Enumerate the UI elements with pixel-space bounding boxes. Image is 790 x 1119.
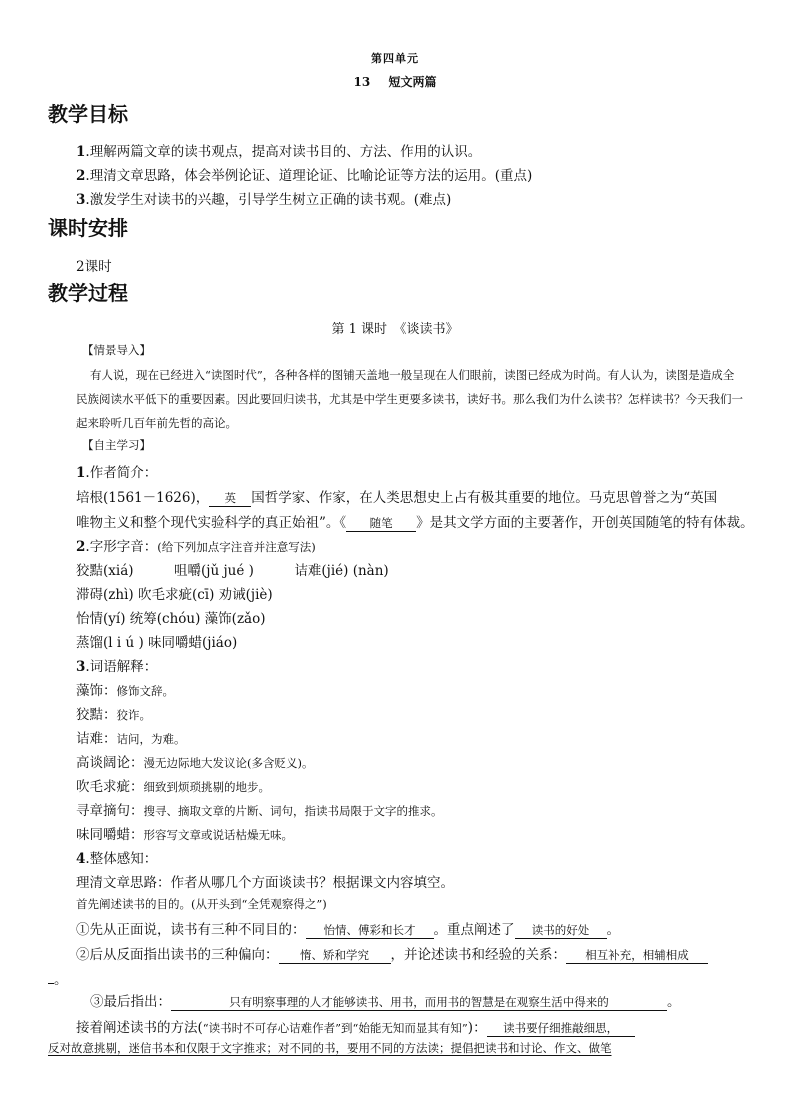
answer-blank: 随笔 xyxy=(346,516,416,532)
author-heading: 1.作者简介： xyxy=(76,465,158,481)
goals-heading: 教学目标 xyxy=(48,102,128,126)
goal-item: 2.理清文章思路，体会举例论证、道理论证、比喻论证等方法的运用。(重点) xyxy=(76,168,533,184)
word-entry: 高谈阔论：漫无边际地大发议论(多含贬义)。 xyxy=(76,755,314,771)
words-heading: 3.词语解释： xyxy=(76,659,158,675)
intro-paragraph: 有人说，现在已经进入“读图时代”，各种各样的图铺天盖地一般呈现在人们眼前，读图已经成为时尚。有人认为，读图是造成全民族阅读水平低下的重要因素。因此要回归读书，尤其是中学生更要多读书，读好书。那么我们为什么读书？怎样读书？今天我们一起来聆听几百年前先哲的高论。 xyxy=(76,368,743,430)
method-line-2: 反对故意挑剔，迷信书本和仅限于文字推求；对不同的书，要用不同的方法读；提倡把读书和讨论、作文、做笔 xyxy=(48,1041,612,1055)
word-entry: 寻章摘句：搜寻、摘取文章的片断、词句，指读书局限于文字的推求。 xyxy=(76,803,443,819)
word-entry: 诘难：诘问，为难。 xyxy=(76,731,186,747)
chars-row: 滞碍(zhì) 吹毛求疵(cī) 劝诫(jiè) xyxy=(76,587,273,603)
whole-first: 首先阐述读书的目的。(从开头到“全凭观察得之”) xyxy=(76,897,327,911)
word-entry: 吹毛求疵：细致到烦琐挑剔的地步。 xyxy=(76,779,270,795)
answer-blank: 读书的好处 xyxy=(515,923,607,939)
chars-row: 狡黠(xiá) 咀嚼(jǔ jué ) 诘难(jié) (nàn) xyxy=(76,563,389,579)
schedule-text: 2课时 xyxy=(76,259,112,275)
method-line-1: 接着阐述读书的方法(“读书时不可存心诘难作者”到“始能无知而显其有知”)： 读书要仔细推敲细思， xyxy=(76,1016,635,1037)
intro-tag: 【情景导入】 xyxy=(82,343,151,357)
fill-item-1: ①先从正面说，读书有三种不同目的： 怡情、傅彩和长才 。重点阐述了 读书的好处 。 xyxy=(76,922,620,938)
whole-heading: 4.整体感知： xyxy=(76,851,158,867)
chars-heading: 2.字形字音：(给下列加点字注音并注意写法) xyxy=(76,539,316,555)
schedule-heading: 课时安排 xyxy=(48,216,128,240)
lesson-title xyxy=(0,73,790,90)
chars-row: 怡情(yí) 统筹(chóu) 藻饰(zǎo) xyxy=(76,611,266,627)
self-study-tag: 【自主学习】 xyxy=(82,438,151,452)
answer-blank: 读书要仔细推敲细思， xyxy=(487,1021,635,1037)
answer-blank: 只有明察事理的人才能够读书、用书，而用书的智慧是在观察生活中得来的 xyxy=(171,995,667,1011)
whole-question: 理清文章思路：作者从哪几个方面谈读书？根据课文内容填空。 xyxy=(76,875,454,891)
word-entry: 藻饰：修饰文辞。 xyxy=(76,683,174,699)
author-line-2: 唯物主义和整个现代实验科学的真正始祖”。《 随笔 》是其文学方面的主要著作，开创英国随笔的特有体裁。 xyxy=(76,515,754,531)
word-entry: 狡黠：狡诈。 xyxy=(76,707,151,723)
fill-item-2-tail: 。 xyxy=(48,968,68,988)
answer-blank: 相互补充，相辅相成 xyxy=(566,948,708,964)
fill-item-2: ②后从反面指出读书的三种偏向： 惰、矫和学究 ，并论述读书和经验的关系： 相互补充，相辅相成 xyxy=(76,943,708,964)
process-heading: 教学过程 xyxy=(48,281,128,305)
lesson-number: 13 xyxy=(353,75,371,89)
author-line-1: 培根(1561－1626)， 英 国哲学家、作家，在人类思想史上占有极其重要的地位。马克思曾誉之为“英国 xyxy=(76,490,718,506)
chars-row: 蒸馏(l i ú ) 味同嚼蜡(jiáo) xyxy=(76,635,238,651)
answer-blank: 怡情、傅彩和长才 xyxy=(306,923,434,939)
word-entry: 味同嚼蜡：形容写文章或说话枯燥无味。 xyxy=(76,827,293,843)
unit-title: 第四单元 xyxy=(371,52,419,65)
fill-item-3: ③最后指出： 只有明察事理的人才能够读书、用书，而用书的智慧是在观察生活中得来的 。 xyxy=(90,994,681,1010)
period-title: 第 1 课时 《谈读书》 xyxy=(331,322,459,337)
answer-blank: 惰、矫和学究 xyxy=(279,948,391,964)
lesson-name: 短文两篇 xyxy=(388,75,437,89)
goal-item: 1.理解两篇文章的读书观点，提高对读书目的、方法、作用的认识。 xyxy=(76,144,482,160)
goal-item: 3.激发学生对读书的兴趣，引导学生树立正确的读书观。(难点) xyxy=(76,192,452,208)
answer-blank: 英 xyxy=(209,491,251,507)
